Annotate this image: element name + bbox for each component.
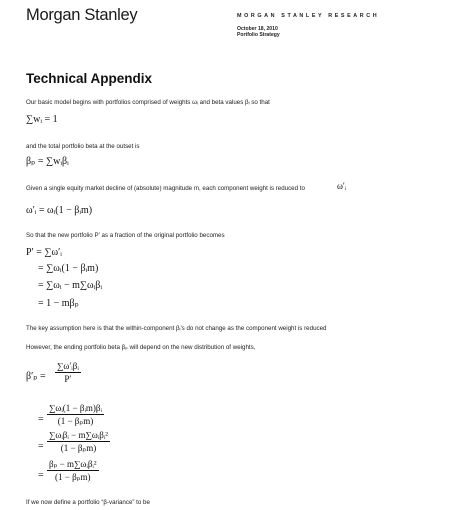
paragraph-ending-beta: However, the ending portfolio beta βₚ will depend on the new distribution of weights, — [26, 344, 256, 351]
fraction-ending-beta-3 — [47, 430, 110, 454]
equation-portfolio-beta-rhs: = ∑wᵢβᵢ — [37, 156, 69, 167]
paragraph-model-intro: Our basic model begins with portfolios comprised of weights ωᵢ and beta values βᵢ so that — [26, 99, 270, 106]
fraction-3-numerator: ∑ωᵢβᵢ − m∑ωᵢβᵢ² — [49, 430, 109, 440]
fraction-2-bar — [47, 414, 104, 415]
equation-new-portfolio-line2: = ∑ωᵢ(1 − βᵢm) — [38, 263, 99, 274]
equation-portfolio-beta-lhs: βₚ — [26, 156, 36, 167]
fraction-2-numerator: ∑ωᵢ(1 − βᵢm)βᵢ — [49, 403, 102, 413]
inline-reduced-weight: ω′ᵢ — [337, 181, 347, 191]
equation-new-portfolio-line3: = ∑ωᵢ − m∑ωᵢβᵢ — [38, 280, 102, 291]
report-date: October 18, 2010 — [237, 26, 278, 32]
equation-weights-sum: ∑wᵢ = 1 — [26, 114, 58, 125]
fraction-4-bar — [47, 470, 99, 471]
equals-sign-2: = — [38, 414, 44, 425]
equation-new-portfolio-line4: = 1 − mβₚ — [38, 298, 79, 309]
paragraph-key-assumption: The key assumption here is that the within-component βᵢ's do not change as the component weight is reduced — [26, 325, 327, 332]
paragraph-beta-variance: If we now define a portfolio “β-variance” to be — [26, 499, 150, 506]
fraction-1-denominator: P′ — [64, 374, 72, 384]
equation-portfolio-beta — [26, 156, 69, 168]
fraction-1-numerator: ∑ω′ᵢβᵢ — [57, 361, 79, 371]
equals-sign-3: = — [38, 441, 44, 452]
fraction-3-bar — [47, 441, 110, 442]
fraction-4-numerator: βₚ − m∑ωᵢβᵢ² — [49, 459, 97, 469]
fraction-ending-beta-1 — [55, 361, 81, 385]
equation-ending-beta-lhs: β′ₚ = — [26, 371, 46, 382]
page-title: Technical Appendix — [26, 71, 153, 86]
morgan-stanley-logo: Morgan Stanley — [26, 6, 138, 24]
report-series: Portfolio Strategy — [237, 32, 280, 38]
equation-new-portfolio-line1: P′ = ∑ω′ᵢ — [26, 247, 62, 258]
fraction-ending-beta-2 — [47, 403, 104, 427]
fraction-2-denominator: (1 − βₚm) — [57, 416, 94, 426]
paragraph-market-decline: Given a single equity market decline of (absolute) magnitude m, each component weight is reduced to — [26, 185, 305, 192]
fraction-ending-beta-4 — [47, 459, 99, 483]
paragraph-total-beta: and the total portfolio beta at the outset is — [26, 143, 140, 150]
research-label: MORGAN STANLEY RESEARCH — [237, 13, 380, 19]
equals-sign-4: = — [38, 470, 44, 481]
equation-reduced-weight: ω′ᵢ = ωᵢ(1 − βᵢm) — [26, 205, 93, 216]
fraction-4-denominator: (1 − βₚm) — [55, 472, 91, 482]
fraction-3-denominator: (1 − βₚm) — [60, 443, 97, 453]
paragraph-new-portfolio: So that the new portfolio P’ as a fraction of the original portfolio becomes — [26, 232, 225, 239]
fraction-1-bar — [55, 372, 81, 373]
